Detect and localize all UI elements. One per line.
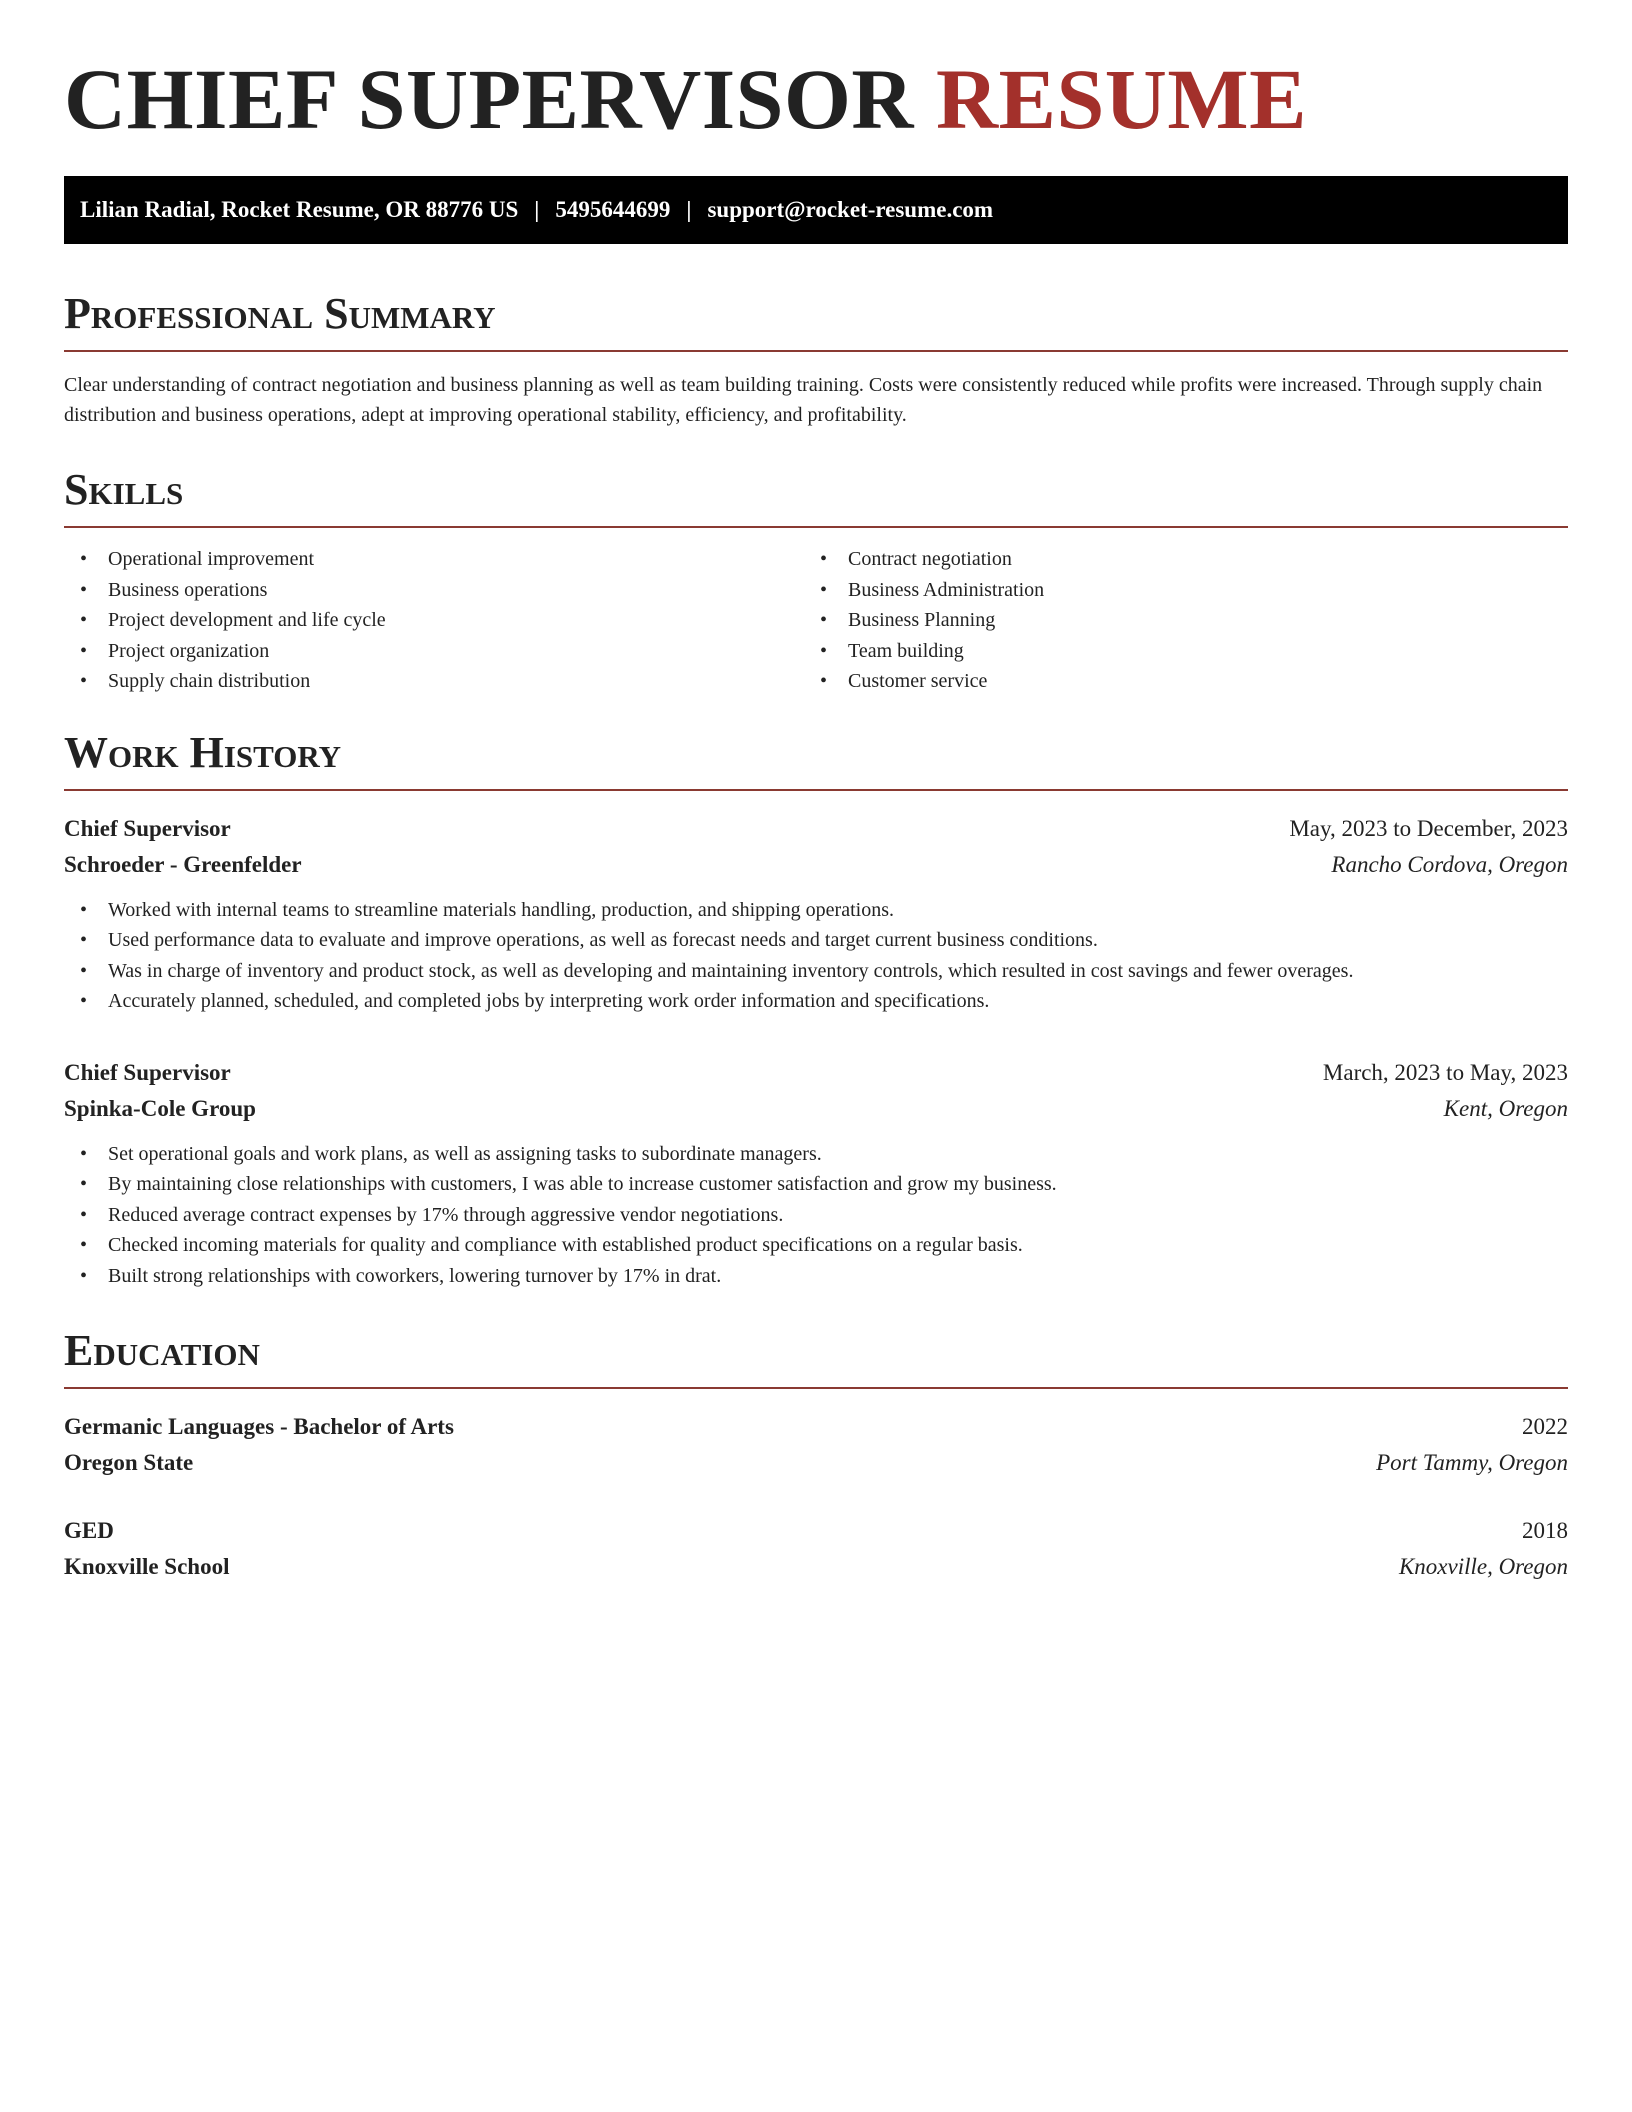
job-bullet: • Reduced average contract expenses by 17% through aggressive vendor negotiations. — [64, 1200, 1568, 1231]
skills-list-right — [804, 544, 1544, 697]
job-bullet: • Worked with internal teams to streamline materials handling, production, and shipping operations. — [64, 895, 1568, 926]
skill-item: • Contract negotiation — [804, 544, 1544, 575]
education-entry — [64, 1513, 1568, 1585]
education-school: Oregon State — [64, 1450, 194, 1475]
contact-bar — [64, 176, 1568, 244]
skill-item: • Business Planning — [804, 605, 1544, 636]
skill-item: • Project organization — [64, 636, 804, 667]
education-section — [64, 1326, 1568, 1585]
contact-address: Lilian Radial, Rocket Resume, OR 88776 US — [80, 197, 519, 222]
skills-section — [64, 465, 1568, 697]
contact-separator: | — [534, 197, 540, 222]
skill-item: • Business operations — [64, 575, 804, 606]
resume-title — [64, 51, 1568, 147]
education-year: 2018 — [1522, 1518, 1568, 1543]
job-title-row — [64, 1055, 1568, 1091]
education-school-row — [64, 1445, 1568, 1481]
skill-item: • Business Administration — [804, 575, 1544, 606]
summary-heading: Professional Summary — [64, 292, 1568, 352]
job-title: Chief Supervisor — [64, 815, 231, 841]
skill-item: • Team building — [804, 636, 1544, 667]
contact-phone: 5495644699 — [555, 197, 671, 222]
skill-item: • Supply chain distribution — [64, 666, 804, 697]
education-degree-row — [64, 1409, 1568, 1445]
job-bullet: • Accurately planned, scheduled, and completed jobs by interpreting work order information and specifications. — [64, 986, 1568, 1017]
education-location: Knoxville, Oregon — [1398, 1554, 1568, 1579]
education-degree-row — [64, 1513, 1568, 1549]
title-main: CHIEF SUPERVISOR — [64, 51, 914, 147]
work-history-heading: Work History — [64, 731, 1568, 791]
education-entry — [64, 1409, 1568, 1481]
job-title-row — [64, 811, 1568, 847]
contact-email: support@rocket-resume.com — [707, 197, 994, 222]
skill-item: • Project development and life cycle — [64, 605, 804, 636]
job-bullet: • Built strong relationships with coworkers, lowering turnover by 17% in drat. — [64, 1261, 1568, 1292]
work-history-section — [64, 727, 1568, 1292]
title-accent: RESUME — [936, 51, 1307, 147]
education-year: 2022 — [1522, 1414, 1568, 1439]
job-bullet: • Used performance data to evaluate and improve operations, as well as forecast needs and target current business conditions. — [64, 925, 1568, 956]
job-dates: March, 2023 to May, 2023 — [1322, 1059, 1568, 1085]
education-location: Port Tammy, Oregon — [1376, 1450, 1568, 1475]
job-entry — [64, 1055, 1568, 1292]
contact-separator: | — [686, 197, 692, 222]
job-company: Schroeder - Greenfelder — [64, 851, 302, 877]
job-company-row — [64, 847, 1568, 883]
job-bullets — [64, 895, 1568, 1017]
job-bullet: • By maintaining close relationships with customers, I was able to increase customer satisfaction and grow my business. — [64, 1169, 1568, 1200]
skills-list-left — [64, 544, 804, 697]
skills-grid — [64, 544, 1568, 697]
job-bullet: • Set operational goals and work plans, as well as assigning tasks to subordinate managers. — [64, 1139, 1568, 1170]
job-bullet: • Was in charge of inventory and product stock, as well as developing and maintaining inventory controls, which resulted in cost savings and fewer overages. — [64, 956, 1568, 987]
job-bullet: • Checked incoming materials for quality and compliance with established product specifications on a regular basis. — [64, 1230, 1568, 1261]
job-dates: May, 2023 to December, 2023 — [1289, 815, 1568, 841]
education-degree: Germanic Languages - Bachelor of Arts — [64, 1414, 454, 1439]
job-title: Chief Supervisor — [64, 1059, 231, 1085]
skills-heading: Skills — [64, 468, 1568, 528]
education-degree: GED — [64, 1518, 114, 1543]
job-company-row — [64, 1091, 1568, 1127]
education-heading: Education — [64, 1329, 1568, 1389]
job-company: Spinka-Cole Group — [64, 1095, 256, 1121]
job-entry — [64, 811, 1568, 1017]
professional-summary-section — [64, 289, 1568, 430]
education-school: Knoxville School — [64, 1554, 230, 1579]
job-location: Kent, Oregon — [1443, 1095, 1568, 1121]
job-location: Rancho Cordova, Oregon — [1331, 851, 1568, 877]
summary-text: Clear understanding of contract negotiation and business planning as well as team building training. Costs were consistently reduced while profits were increased. Through supply chain distribution and business operations, adept at improving operational stability, efficiency, and profitability. — [64, 374, 1543, 426]
skill-item: • Operational improvement — [64, 544, 804, 575]
skill-item: • Customer service — [804, 666, 1544, 697]
education-school-row — [64, 1549, 1568, 1585]
job-bullets — [64, 1139, 1568, 1292]
